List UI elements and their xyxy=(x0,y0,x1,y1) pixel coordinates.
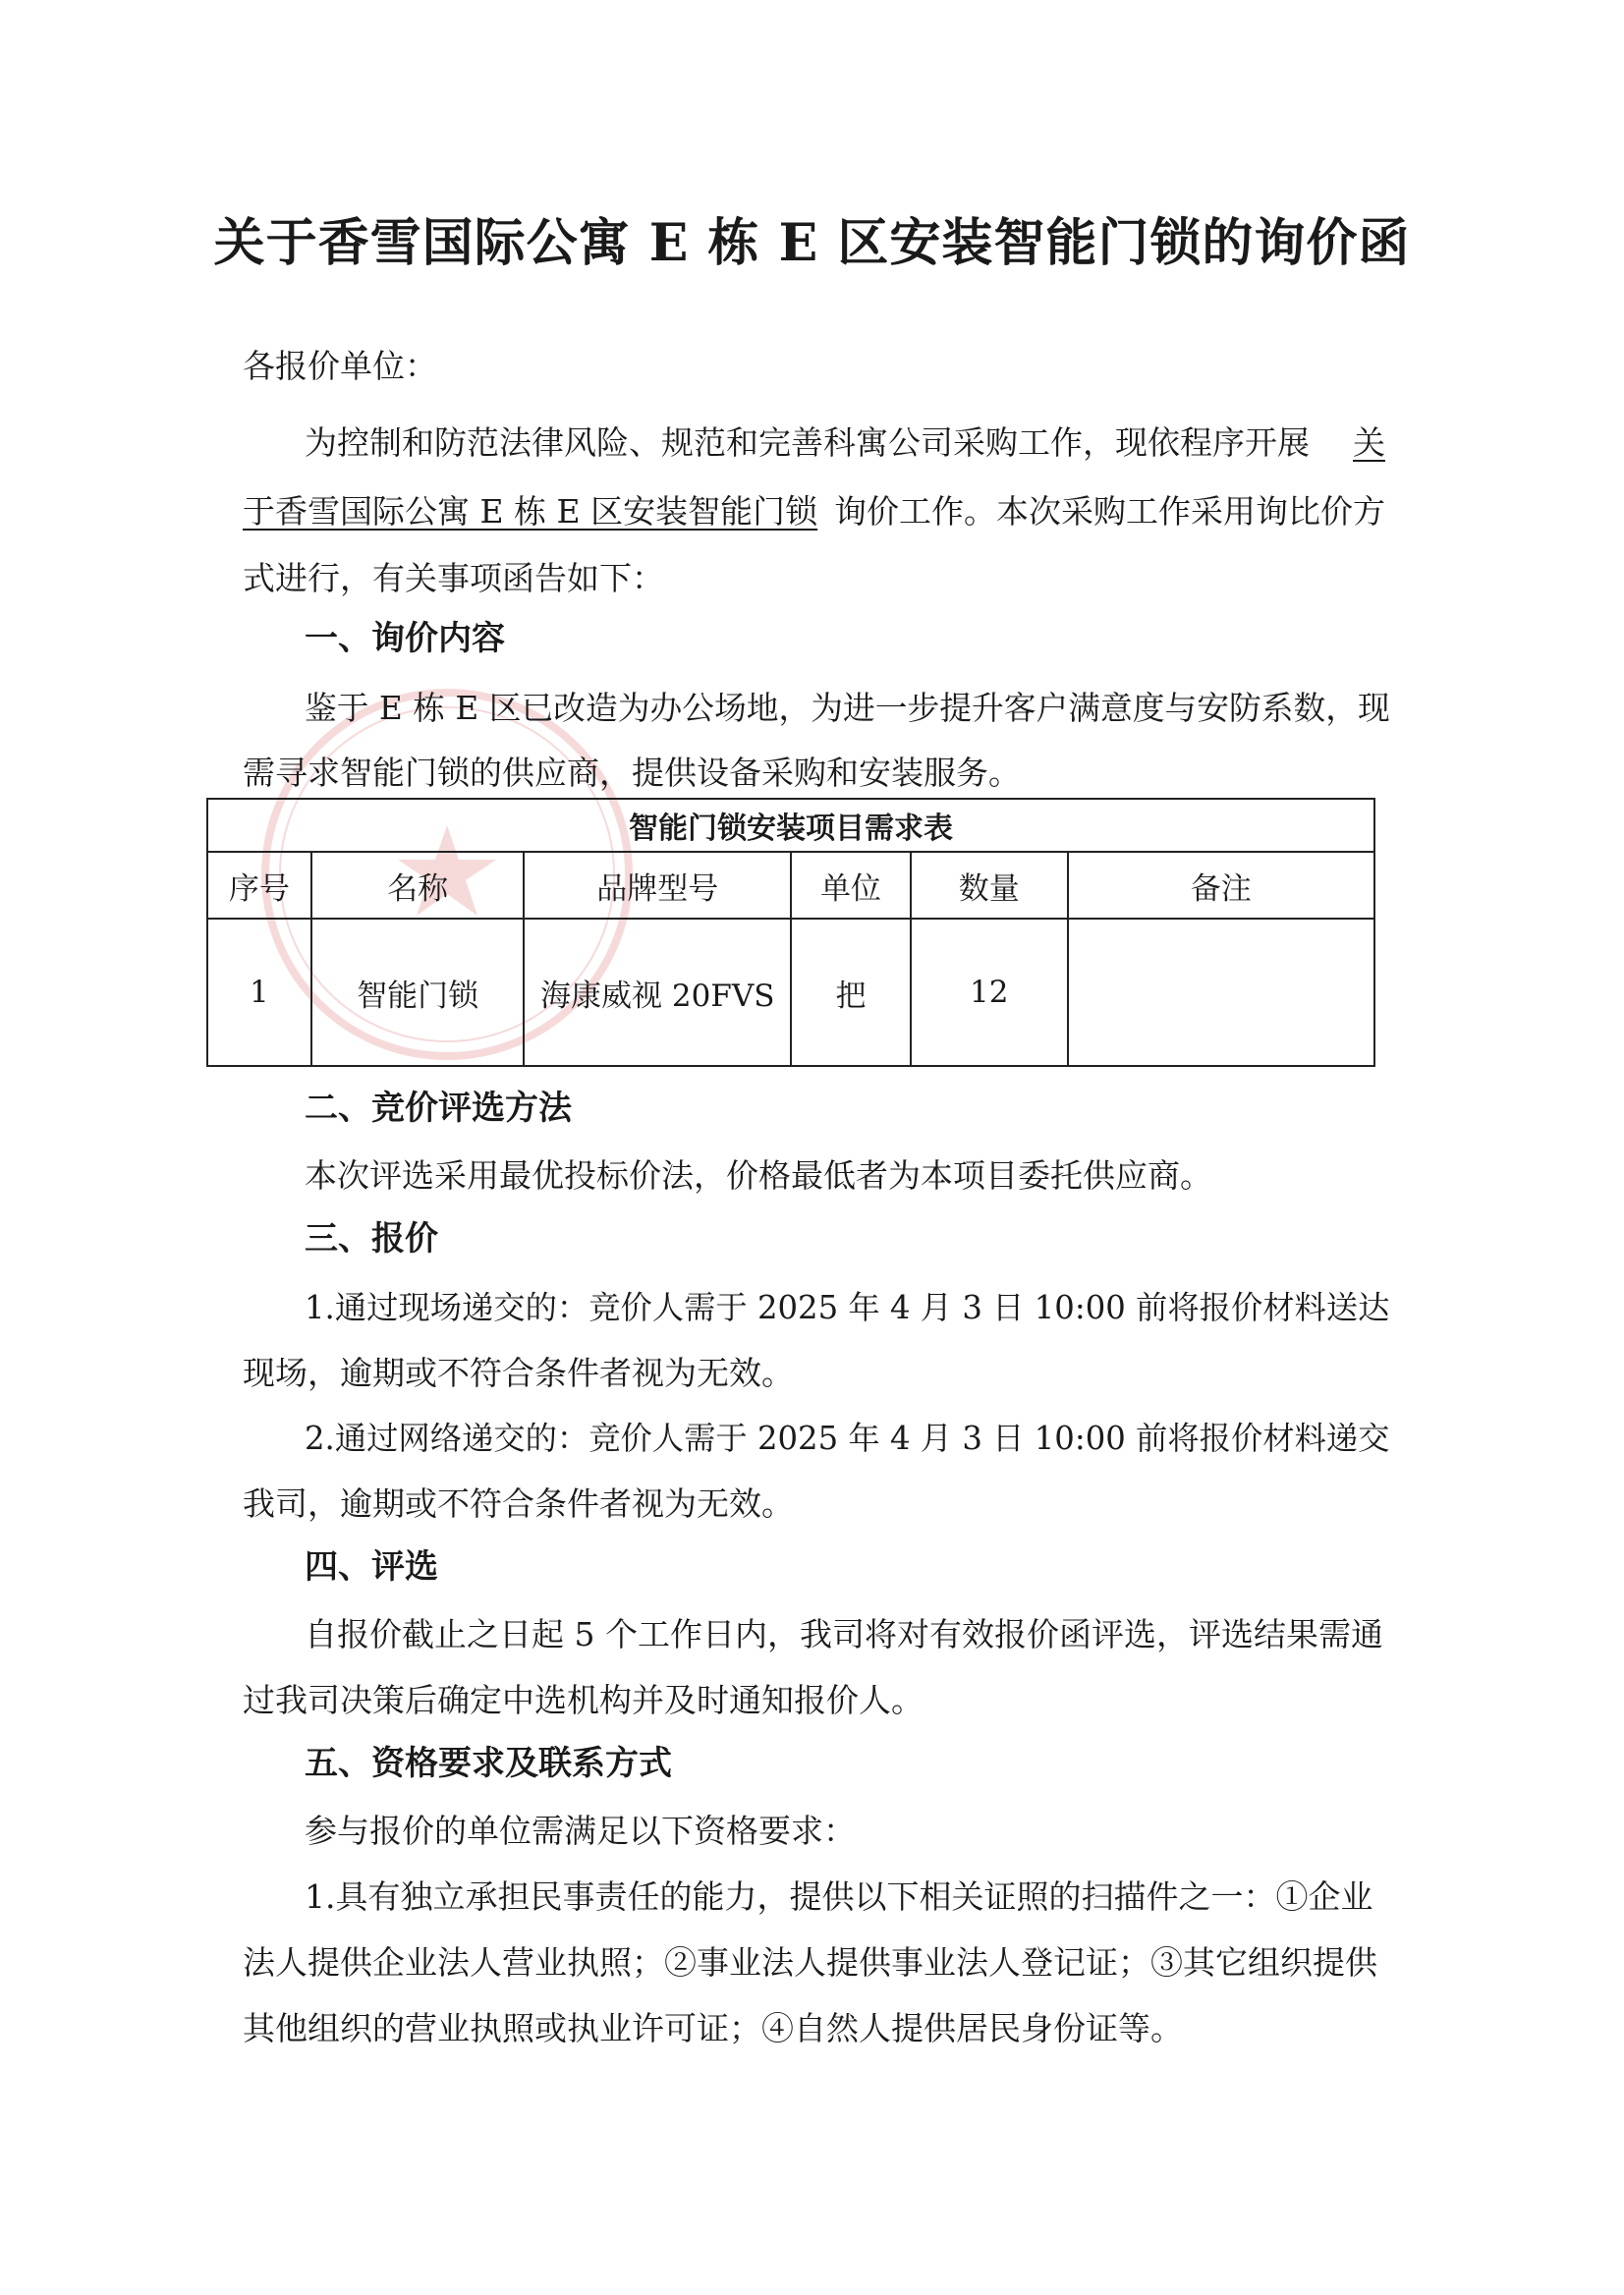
section-3-heading: 三、报价 xyxy=(305,1219,438,1259)
section-4-heading: 四、评选 xyxy=(305,1547,438,1587)
table-caption: 智能门锁安装项目需求表 xyxy=(207,799,1374,852)
section-3-item-1-line-1: 1.通过现场递交的：竞价人需于 2025 年 4 月 3 日 10:00 前将报价材料送达 xyxy=(305,1289,1390,1326)
intro-line-2-text: 询价工作。本次采购工作采用询比价方 xyxy=(834,492,1385,531)
section-3-item-1-line-2: 现场，逾期或不符合条件者视为无效。 xyxy=(243,1354,794,1392)
table-header-cell: 单位 xyxy=(791,852,911,919)
document-title: 关于香雪国际公寓 E 栋 E 区安装智能门锁的询价函 xyxy=(213,213,1411,273)
intro-line-1 xyxy=(305,420,1385,466)
table-header-cell: 品牌型号 xyxy=(524,852,791,919)
table-header-cell: 备注 xyxy=(1068,852,1374,919)
table-header-cell: 序号 xyxy=(207,852,311,919)
table-cell xyxy=(1068,919,1374,1066)
intro-line-1-underlined: 关 xyxy=(1353,423,1385,462)
section-1-line-1: 鉴于 E 栋 E 区已改造为办公场地，为进一步提升客户满意度与安防系数，现 xyxy=(305,690,1390,727)
section-3-item-2-line-2: 我司，逾期或不符合条件者视为无效。 xyxy=(243,1484,794,1523)
intro-line-2 xyxy=(243,489,1385,534)
section-4-line-1: 自报价截止之日起 5 个工作日内，我司将对有效报价函评选，评选结果需通 xyxy=(305,1615,1383,1653)
section-1-heading: 一、询价内容 xyxy=(305,619,505,658)
intro-line-3: 式进行，有关事项函告如下： xyxy=(243,559,664,597)
section-1-line-2: 需寻求智能门锁的供应商，提供设备采购和安装服务。 xyxy=(243,754,1021,792)
section-2-heading: 二、竞价评选方法 xyxy=(305,1089,572,1128)
requirements-table xyxy=(206,798,1375,1067)
section-5-item-1-line-3: 其他组织的营业执照或执业许可证；④自然人提供居民身份证等。 xyxy=(243,2009,1183,2047)
section-3-item-2-line-1: 2.通过网络递交的：竞价人需于 2025 年 4 月 3 日 10:00 前将报价材料递交 xyxy=(305,1420,1390,1457)
table-header-cell: 数量 xyxy=(911,852,1068,919)
section-5-heading: 五、资格要求及联系方式 xyxy=(305,1744,672,1783)
table-cell: 12 xyxy=(911,919,1068,1066)
salutation: 各报价单位： xyxy=(243,347,437,385)
intro-line-1-text: 为控制和防范法律风险、规范和完善科寓公司采购工作，现依程序开展 xyxy=(305,423,1310,462)
table-cell: 把 xyxy=(791,919,911,1066)
section-4-line-2: 过我司决策后确定中选机构并及时通知报价人。 xyxy=(243,1681,924,1719)
table-cell: 智能门锁 xyxy=(311,919,525,1066)
table-header-cell: 名称 xyxy=(311,852,525,919)
section-5-line-1: 参与报价的单位需满足以下资格要求： xyxy=(305,1812,856,1850)
intro-project-name: 于香雪国际公寓 E 栋 E 区安装智能门锁 xyxy=(243,492,818,531)
section-5-item-1-line-1: 1.具有独立承担民事责任的能力，提供以下相关证照的扫描件之一：①企业 xyxy=(305,1877,1373,1916)
section-2-line-1: 本次评选采用最优投标价法，价格最低者为本项目委托供应商。 xyxy=(305,1156,1212,1195)
table-row xyxy=(207,919,1374,1066)
table-cell: 海康威视 20FVS xyxy=(524,919,791,1066)
table-header-row xyxy=(207,852,1374,919)
section-5-item-1-line-2: 法人提供企业法人营业执照；②事业法人提供事业法人登记证；③其它组织提供 xyxy=(243,1943,1377,1982)
table-cell: 1 xyxy=(207,919,311,1066)
